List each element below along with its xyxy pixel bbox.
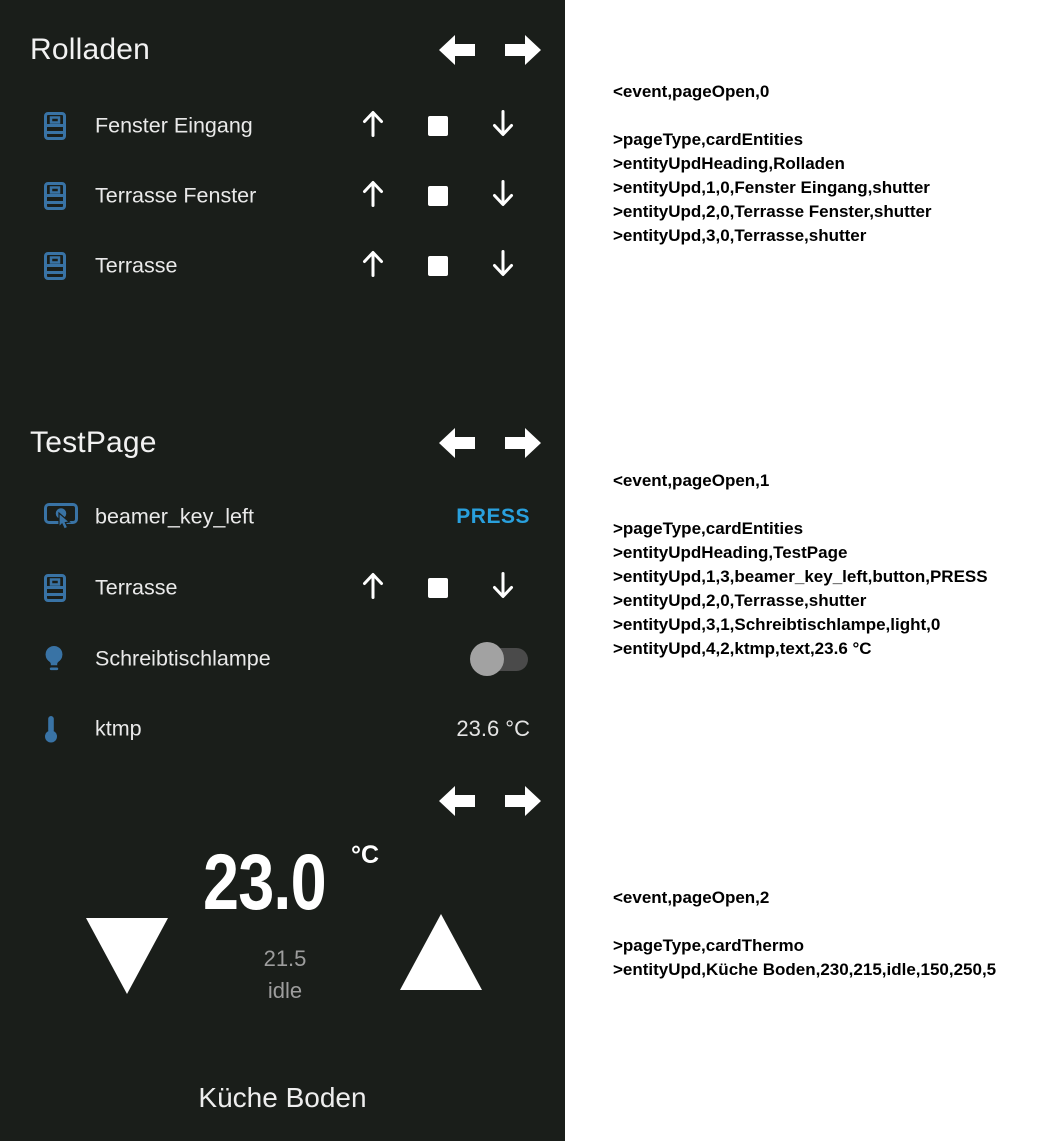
shutter-up-button[interactable] bbox=[360, 109, 386, 144]
entity-row-text bbox=[0, 695, 565, 763]
entity-name: Fenster Eingang bbox=[95, 113, 253, 138]
entity-name: Terrasse bbox=[95, 575, 178, 600]
entity-name: Schreibtischlampe bbox=[95, 646, 271, 671]
entity-row-button bbox=[0, 483, 565, 551]
thermometer-icon bbox=[44, 715, 80, 743]
entity-row-shutter bbox=[0, 554, 565, 622]
arrow-left-icon bbox=[437, 425, 477, 461]
hvac-state: idle bbox=[267, 978, 303, 1003]
console-line: <event,pageOpen,0 bbox=[613, 82, 770, 101]
nav-prev-button[interactable] bbox=[437, 425, 477, 461]
console-line: >entityUpd,3,1,Schreibtischlampe,light,0 bbox=[613, 615, 941, 634]
console-block-page0 bbox=[613, 80, 1043, 248]
console-line: >entityUpdHeading,TestPage bbox=[613, 543, 848, 562]
sensor-value: 23.6 °C bbox=[456, 716, 530, 741]
shutter-down-button[interactable] bbox=[490, 109, 516, 144]
shutter-stop-button[interactable] bbox=[428, 256, 448, 276]
console-line: <event,pageOpen,2 bbox=[613, 888, 770, 907]
console-line: >entityUpd,Küche Boden,230,215,idle,150,250,5 bbox=[613, 960, 997, 979]
console-line: >pageType,cardEntities bbox=[613, 130, 804, 149]
nav-prev-button[interactable] bbox=[437, 32, 477, 68]
arrow-right-icon bbox=[503, 32, 543, 68]
target-temperature: 21.5 bbox=[263, 946, 307, 971]
arrow-right-icon bbox=[503, 425, 543, 461]
temp-increase-button[interactable] bbox=[400, 914, 482, 990]
entity-row-shutter bbox=[0, 162, 565, 230]
temperature-unit: °C bbox=[351, 841, 380, 869]
shutter-up-button[interactable] bbox=[360, 571, 386, 606]
press-button[interactable]: PRESS bbox=[456, 505, 530, 528]
shutter-stop-button[interactable] bbox=[428, 116, 448, 136]
console-line: >entityUpd,2,0,Terrasse,shutter bbox=[613, 591, 867, 610]
current-temperature: 23.0 bbox=[203, 837, 326, 926]
console-line: >entityUpdHeading,Rolladen bbox=[613, 154, 845, 173]
entity-row-light bbox=[0, 625, 565, 693]
entity-row-shutter bbox=[0, 232, 565, 300]
window-shutter-icon bbox=[44, 112, 80, 140]
nav-next-button[interactable] bbox=[503, 425, 543, 461]
console-block-page1 bbox=[613, 469, 1043, 661]
shutter-stop-button[interactable] bbox=[428, 186, 448, 206]
page-title: Rolladen bbox=[30, 33, 151, 66]
console-line: >entityUpd,4,2,ktmp,text,23.6 °C bbox=[613, 639, 872, 658]
console-line: >entityUpd,3,0,Terrasse,shutter bbox=[613, 226, 867, 245]
console-line: >pageType,cardThermo bbox=[613, 936, 804, 955]
toggle-knob bbox=[470, 642, 504, 676]
window-shutter-icon bbox=[44, 182, 80, 210]
nav-next-button[interactable] bbox=[503, 783, 543, 819]
shutter-stop-button[interactable] bbox=[428, 578, 448, 598]
window-shutter-icon bbox=[44, 574, 80, 602]
entity-name: beamer_key_left bbox=[95, 504, 254, 529]
gesture-tap-button-icon bbox=[44, 503, 80, 531]
console-line: >entityUpd,1,3,beamer_key_left,button,PRESS bbox=[613, 567, 988, 586]
thermostat-title: Küche Boden bbox=[198, 1082, 367, 1113]
shutter-down-button[interactable] bbox=[490, 249, 516, 284]
shutter-down-button[interactable] bbox=[490, 179, 516, 214]
shutter-down-button[interactable] bbox=[490, 571, 516, 606]
entity-row-shutter bbox=[0, 92, 565, 160]
lightbulb-icon bbox=[44, 645, 80, 673]
entity-name: ktmp bbox=[95, 716, 142, 741]
console-line: <event,pageOpen,1 bbox=[613, 471, 770, 490]
window-shutter-icon bbox=[44, 252, 80, 280]
arrow-left-icon bbox=[437, 32, 477, 68]
light-toggle-switch[interactable] bbox=[470, 641, 545, 677]
page-title: TestPage bbox=[30, 426, 157, 459]
arrow-right-icon bbox=[503, 783, 543, 819]
console-line bbox=[613, 910, 1043, 934]
nav-prev-button[interactable] bbox=[437, 783, 477, 819]
console-line: >entityUpd,1,0,Fenster Eingang,shutter bbox=[613, 178, 930, 197]
nav-next-button[interactable] bbox=[503, 32, 543, 68]
entity-name: Terrasse bbox=[95, 253, 178, 278]
shutter-up-button[interactable] bbox=[360, 249, 386, 284]
entity-name: Terrasse Fenster bbox=[95, 183, 257, 208]
console-line bbox=[613, 493, 1043, 517]
arrow-left-icon bbox=[437, 783, 477, 819]
shutter-up-button[interactable] bbox=[360, 179, 386, 214]
temp-decrease-button[interactable] bbox=[86, 918, 168, 994]
console-block-page2 bbox=[613, 886, 1043, 982]
console-line bbox=[613, 104, 1043, 128]
console-line: >entityUpd,2,0,Terrasse Fenster,shutter bbox=[613, 202, 932, 221]
console-line: >pageType,cardEntities bbox=[613, 519, 804, 538]
